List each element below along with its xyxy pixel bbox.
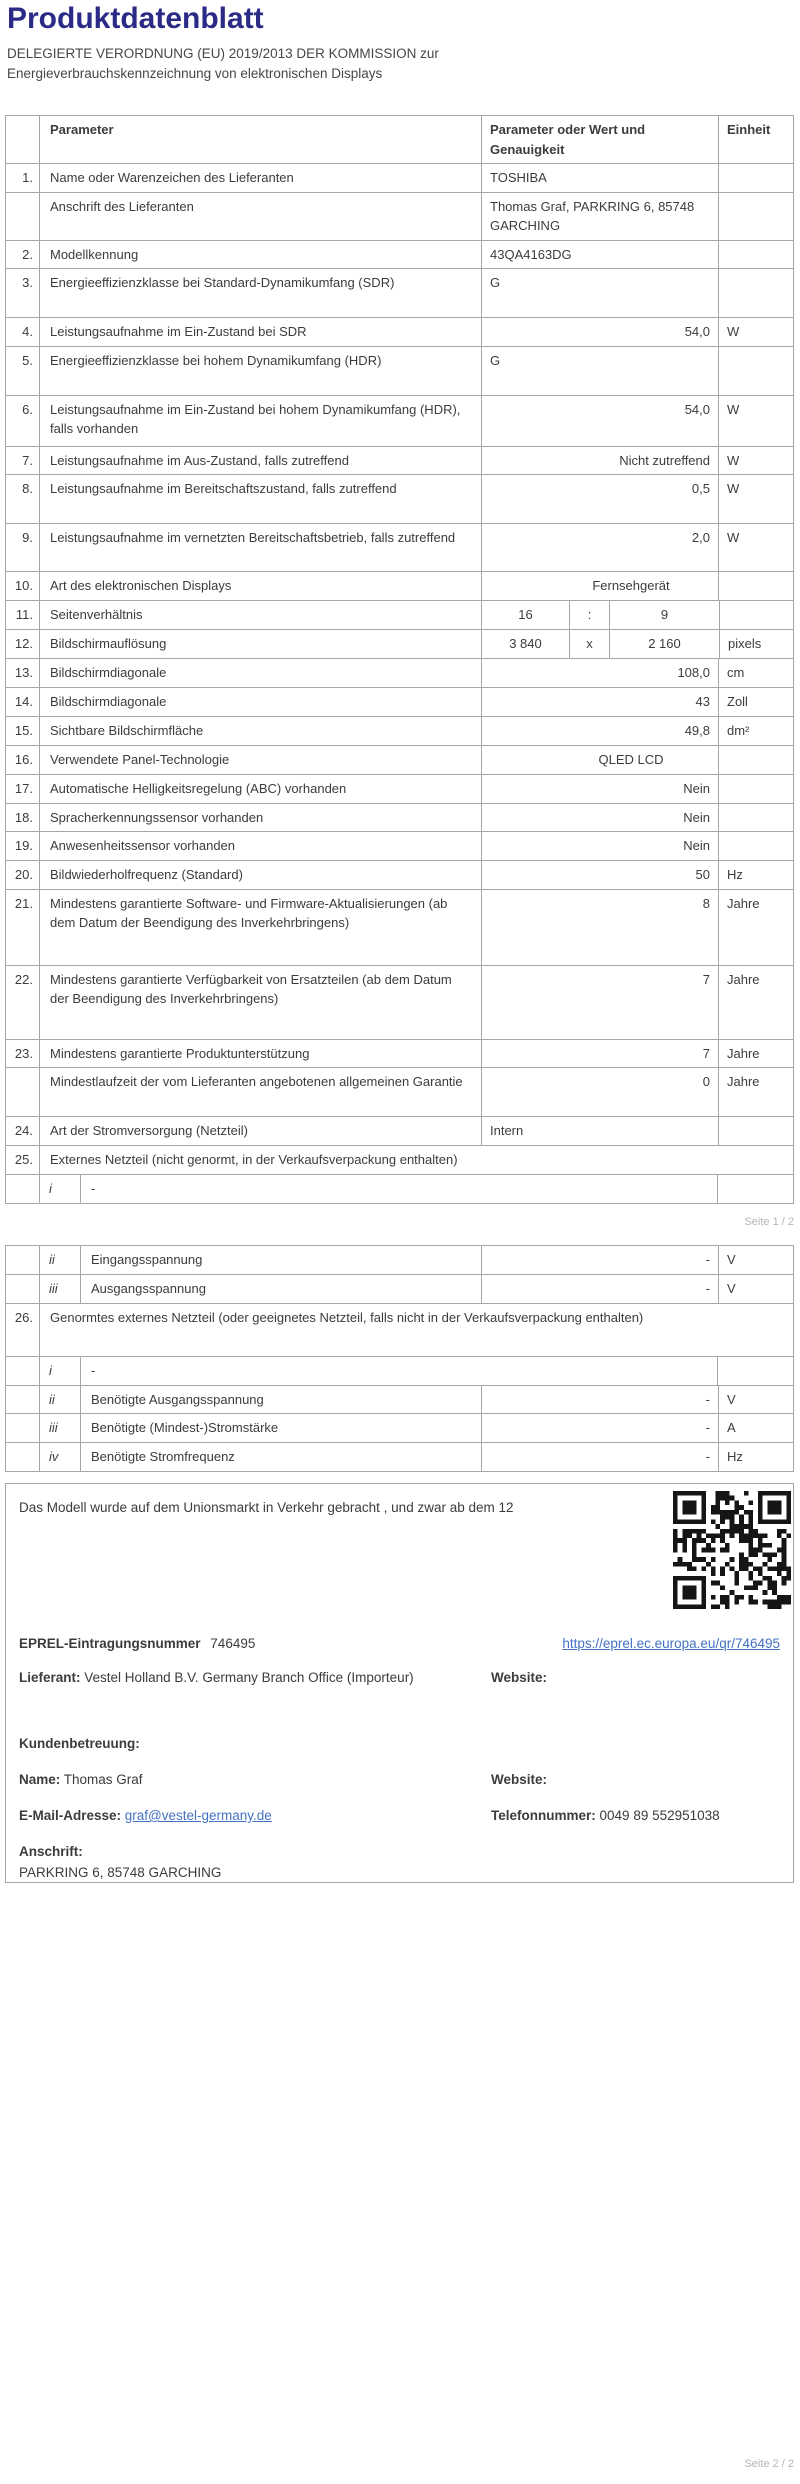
parameter-cell: Leistungsaufnahme im Ein-Zustand bei hohem Dynamikumfang (HDR), falls vorhanden [39, 396, 481, 446]
unit-cell: Jahre [718, 1068, 793, 1116]
table-row [6, 965, 793, 1039]
table-row [6, 317, 793, 346]
value-cell: 8 [481, 890, 718, 965]
table-row [6, 658, 793, 687]
value-cell: 43QA4163DG [481, 241, 718, 269]
address-label: Anschrift: [19, 1844, 83, 1859]
row-number: 15. [14, 722, 33, 738]
roman-numeral-cell: ii [39, 1246, 80, 1274]
value-cell: Thomas Graf, PARKRING 6, 85748 GARCHING [481, 193, 718, 240]
row-number: 9. [22, 530, 33, 545]
table-row [6, 1116, 793, 1145]
table-row [6, 745, 793, 774]
header-unit: Einheit [718, 116, 793, 163]
website-label-2: Website: [491, 1772, 548, 1787]
unit-cell: Jahre [718, 890, 793, 965]
eprel-number-label: EPREL-Eintragungsnummer [19, 1636, 201, 1651]
unit-cell: cm [718, 659, 793, 687]
roman-numeral-cell: i [39, 1175, 80, 1203]
qr-code [673, 1491, 791, 1609]
row-number: 1. [22, 170, 33, 185]
row-number [6, 1246, 39, 1274]
table-row [6, 571, 793, 600]
row-number: 24. [14, 1123, 33, 1138]
unit-cell [718, 241, 793, 269]
table-row [6, 1385, 793, 1414]
parameter-cell: Anschrift des Lieferanten [39, 193, 481, 240]
parameter-cell: Anwesenheitssensor vorhanden [39, 832, 481, 860]
value-cell: 2,0 [481, 524, 718, 571]
table-row [6, 629, 793, 658]
supplier-row [19, 1668, 461, 1688]
row-number [6, 1175, 39, 1203]
parameter-cell: Leistungsaufnahme im Aus-Zustand, falls zutreffend [39, 447, 481, 475]
value-part-a: 3 840 [509, 636, 542, 651]
eprel-row [19, 1634, 255, 1654]
value-cell: Nein [481, 804, 718, 832]
value-cell: - [481, 1275, 718, 1303]
parameter-cell: Energieeffizienzklasse bei hohem Dynamikumfang (HDR) [39, 347, 481, 395]
value-cell: TOSHIBA [481, 164, 718, 192]
contact-name-row [19, 1770, 143, 1790]
row-number [6, 1275, 39, 1303]
table-row [6, 1442, 793, 1471]
row-number: 11. [15, 607, 33, 622]
value-cell: 0,5 [481, 475, 718, 523]
parameter-span-cell: Genormtes externes Netzteil (oder geeignetes Netzteil, falls nicht in der Verkaufsverpackung enthalten) [39, 1304, 793, 1356]
row-number: 5. [22, 352, 33, 368]
table-row [6, 523, 793, 571]
value-cell: Intern [481, 1117, 718, 1145]
parameter-cell: Verwendete Panel-Technologie [39, 746, 481, 774]
parameter-cell: Benötigte (Mindest-)Stromstärke [80, 1414, 481, 1442]
unit-cell: Zoll [718, 688, 793, 716]
roman-numeral-cell: ii [39, 1386, 80, 1414]
value-cell: 108,0 [481, 659, 718, 687]
unit-cell [717, 1175, 793, 1203]
value-merged-cell: - [80, 1175, 717, 1203]
value-cell: 54,0 [481, 318, 718, 346]
parameter-cell: Leistungsaufnahme im Ein-Zustand bei SDR [39, 318, 481, 346]
row-number: 7. [22, 452, 33, 468]
table-row [6, 1274, 793, 1303]
unit-cell [718, 804, 793, 832]
value-cell: 49,8 [481, 717, 718, 745]
table-row [6, 889, 793, 965]
row-number [6, 193, 39, 240]
value-cell: Fernsehgerät [481, 572, 718, 600]
value-cell [481, 601, 719, 629]
table-row [6, 716, 793, 745]
qr-code-image [673, 1491, 791, 1609]
table-row [6, 395, 793, 446]
row-number: 16. [14, 751, 33, 767]
unit-cell [719, 601, 793, 629]
roman-numeral-cell: iii [39, 1275, 80, 1303]
header-parameter: Parameter [39, 116, 481, 163]
row-number [6, 1443, 39, 1471]
email-row [19, 1806, 272, 1826]
row-number: 10. [14, 578, 33, 593]
unit-cell: V [718, 1275, 793, 1303]
value-cell: - [481, 1443, 718, 1471]
unit-cell [718, 775, 793, 803]
value-part-b: 2 160 [609, 630, 719, 658]
table-row [6, 687, 793, 716]
website-label-1: Website: [491, 1670, 548, 1685]
row-number: 14. [14, 693, 33, 709]
row-number: 4. [22, 324, 33, 339]
value-cell: 7 [481, 966, 718, 1039]
parameter-cell: Art des elektronischen Displays [39, 572, 481, 600]
parameter-cell: Eingangsspannung [80, 1246, 481, 1274]
supplier-label: Lieferant: [19, 1670, 81, 1685]
value-cell: 7 [481, 1040, 718, 1068]
value-cell: Nein [481, 832, 718, 860]
page-title: Produktdatenblatt [7, 2, 264, 35]
parameter-cell: Leistungsaufnahme im vernetzten Bereitschaftsbetrieb, falls zutreffend [39, 524, 481, 571]
roman-numeral-cell: iii [39, 1414, 80, 1442]
unit-cell: V [718, 1386, 793, 1414]
parameter-cell: Ausgangsspannung [80, 1275, 481, 1303]
unit-cell: Hz [718, 861, 793, 889]
parameter-cell: Bildschirmdiagonale [39, 688, 481, 716]
unit-cell: W [718, 475, 793, 523]
supplier-value: Vestel Holland B.V. Germany Branch Office (Importeur) [84, 1670, 414, 1685]
row-number: 25. [14, 1151, 33, 1167]
unit-cell [718, 347, 793, 395]
parameter-cell: Mindestens garantierte Verfügbarkeit von Ersatzteilen (ab dem Datum der Beendigung des Inverkehrbringens) [39, 966, 481, 1039]
row-number: 6. [22, 401, 33, 417]
email-link[interactable]: graf@vestel-germany.de [124, 1808, 272, 1823]
header-value: Parameter oder Wert und Genauigkeit [481, 116, 718, 163]
row-number: 2. [22, 246, 33, 262]
unit-cell [718, 164, 793, 192]
table-row [6, 1145, 793, 1174]
eprel-link[interactable]: https://eprel.ec.europa.eu/qr/746495 [562, 1636, 780, 1651]
unit-cell: pixels [719, 630, 793, 658]
table-row [6, 446, 793, 475]
value-cell: 50 [481, 861, 718, 889]
product-parameter-table [5, 115, 794, 1204]
parameter-cell: Benötigte Ausgangsspannung [80, 1386, 481, 1414]
parameter-cell: Bildschirmauflösung [39, 630, 481, 658]
phone-label: Telefonnummer: [491, 1808, 596, 1823]
parameter-cell: Sichtbare Bildschirmfläche [39, 717, 481, 745]
parameter-cell: Modellkennung [39, 241, 481, 269]
table-row [6, 1246, 793, 1274]
roman-numeral-cell: iv [39, 1443, 80, 1471]
value-cell: - [481, 1414, 718, 1442]
roman-numeral-cell: i [39, 1357, 80, 1385]
unit-cell: A [718, 1414, 793, 1442]
value-cell: 43 [481, 688, 718, 716]
parameter-cell: Mindestens garantierte Software- und Firmware-Aktualisierungen (ab dem Datum der Beendigung des Inverkehrbringens) [39, 890, 481, 965]
table-row [6, 346, 793, 395]
market-placement-text: Das Modell wurde auf dem Unionsmarkt in Verkehr gebracht , und zwar ab dem 12 [19, 1500, 514, 1515]
phone-value: 0049 89 552951038 [599, 1808, 720, 1823]
value-cell: G [481, 269, 718, 317]
parameter-cell: Bildwiederholfrequenz (Standard) [39, 861, 481, 889]
value-cell [481, 630, 719, 658]
unit-cell: V [718, 1246, 793, 1274]
row-number: 26. [14, 1309, 33, 1325]
unit-cell: Jahre [718, 966, 793, 1039]
row-number: 12. [14, 636, 33, 651]
table-row [6, 1067, 793, 1116]
row-number [6, 1068, 39, 1116]
value-merged-cell: - [80, 1357, 717, 1385]
parameter-cell: Seitenverhältnis [39, 601, 481, 629]
email-label: E-Mail-Adresse: [19, 1808, 122, 1823]
table-row [6, 1174, 793, 1203]
value-cell: Nein [481, 775, 718, 803]
parameter-cell: Bildschirmdiagonale [39, 659, 481, 687]
regulation-subtitle-line2: Energieverbrauchskennzeichnung von elektronischen Displays [7, 66, 383, 81]
row-number [6, 1414, 39, 1442]
unit-cell [718, 269, 793, 317]
table-row [6, 1039, 793, 1068]
table-row [6, 803, 793, 832]
table-row [6, 831, 793, 860]
row-number: 20. [14, 867, 33, 882]
page-footer-1: Seite 1 / 2 [744, 1216, 794, 1228]
value-part-b: 9 [609, 601, 719, 629]
unit-cell [718, 832, 793, 860]
row-number: 23. [14, 1045, 33, 1061]
regulation-subtitle-line1: DELEGIERTE VERORDNUNG (EU) 2019/2013 DER KOMMISSION zur [7, 46, 439, 61]
row-number [6, 1386, 39, 1414]
value-separator: x [569, 630, 609, 658]
table-row [6, 1356, 793, 1385]
unit-cell [718, 1117, 793, 1145]
eprel-link-wrap [562, 1634, 780, 1654]
table-row [6, 163, 793, 192]
unit-cell: Hz [718, 1443, 793, 1471]
table-row [6, 600, 793, 629]
phone-row [491, 1806, 720, 1826]
market-info-box [5, 1483, 794, 1883]
page-footer-2: Seite 2 / 2 [744, 2458, 794, 2470]
table-row [6, 268, 793, 317]
parameter-span-cell: Externes Netzteil (nicht genormt, in der Verkaufsverpackung enthalten) [39, 1146, 793, 1174]
table-row [6, 474, 793, 523]
unit-cell: W [718, 318, 793, 346]
parameter-cell: Benötigte Stromfrequenz [80, 1443, 481, 1471]
row-number: 8. [22, 481, 33, 496]
address-value: PARKRING 6, 85748 GARCHING [19, 1865, 222, 1880]
table-row [6, 240, 793, 269]
unit-cell: W [718, 524, 793, 571]
parameter-cell: Automatische Helligkeitsregelung (ABC) vorhanden [39, 775, 481, 803]
row-number [6, 1357, 39, 1385]
parameter-cell: Name oder Warenzeichen des Lieferanten [39, 164, 481, 192]
unit-cell [717, 1357, 793, 1385]
value-cell: - [481, 1386, 718, 1414]
power-supply-table [5, 1245, 794, 1472]
eprel-number-value: 746495 [210, 1636, 256, 1651]
row-number: 18. [14, 809, 33, 825]
customer-service-label: Kundenbetreuung: [19, 1736, 140, 1751]
row-number: 17. [14, 780, 33, 796]
parameter-cell: Energieeffizienzklasse bei Standard-Dynamikumfang (SDR) [39, 269, 481, 317]
row-number: 21. [14, 895, 33, 911]
row-number: 13. [14, 665, 33, 680]
row-number: 22. [14, 971, 33, 987]
parameter-cell: Mindestens garantierte Produktunterstützung [39, 1040, 481, 1068]
row-number: 19. [14, 838, 33, 853]
value-separator: : [569, 601, 609, 629]
parameter-cell: Mindestlaufzeit der vom Lieferanten angebotenen allgemeinen Garantie [39, 1068, 481, 1116]
table-row [6, 1303, 793, 1356]
parameter-cell: Art der Stromversorgung (Netzteil) [39, 1117, 481, 1145]
value-cell: Nicht zutreffend [481, 447, 718, 475]
unit-cell [718, 193, 793, 240]
table-row [6, 192, 793, 240]
unit-cell: W [718, 396, 793, 446]
table-row [6, 860, 793, 889]
parameter-cell: Spracherkennungssensor vorhanden [39, 804, 481, 832]
contact-name-label: Name: [19, 1772, 61, 1787]
contact-name-value: Thomas Graf [63, 1772, 143, 1787]
table-header-row [6, 116, 793, 163]
value-cell: 0 [481, 1068, 718, 1116]
unit-cell [718, 572, 793, 600]
value-cell: 54,0 [481, 396, 718, 446]
value-cell: QLED LCD [481, 746, 718, 774]
unit-cell: dm² [718, 717, 793, 745]
row-number: 3. [22, 275, 33, 290]
table-row [6, 774, 793, 803]
table-row [6, 1413, 793, 1442]
header-number-cell [6, 116, 39, 163]
parameter-cell: Leistungsaufnahme im Bereitschaftszustand, falls zutreffend [39, 475, 481, 523]
value-part-a: 16 [518, 607, 533, 622]
value-cell: G [481, 347, 718, 395]
unit-cell: Jahre [718, 1040, 793, 1068]
unit-cell [718, 746, 793, 774]
value-cell: - [481, 1246, 718, 1274]
unit-cell: W [718, 447, 793, 475]
